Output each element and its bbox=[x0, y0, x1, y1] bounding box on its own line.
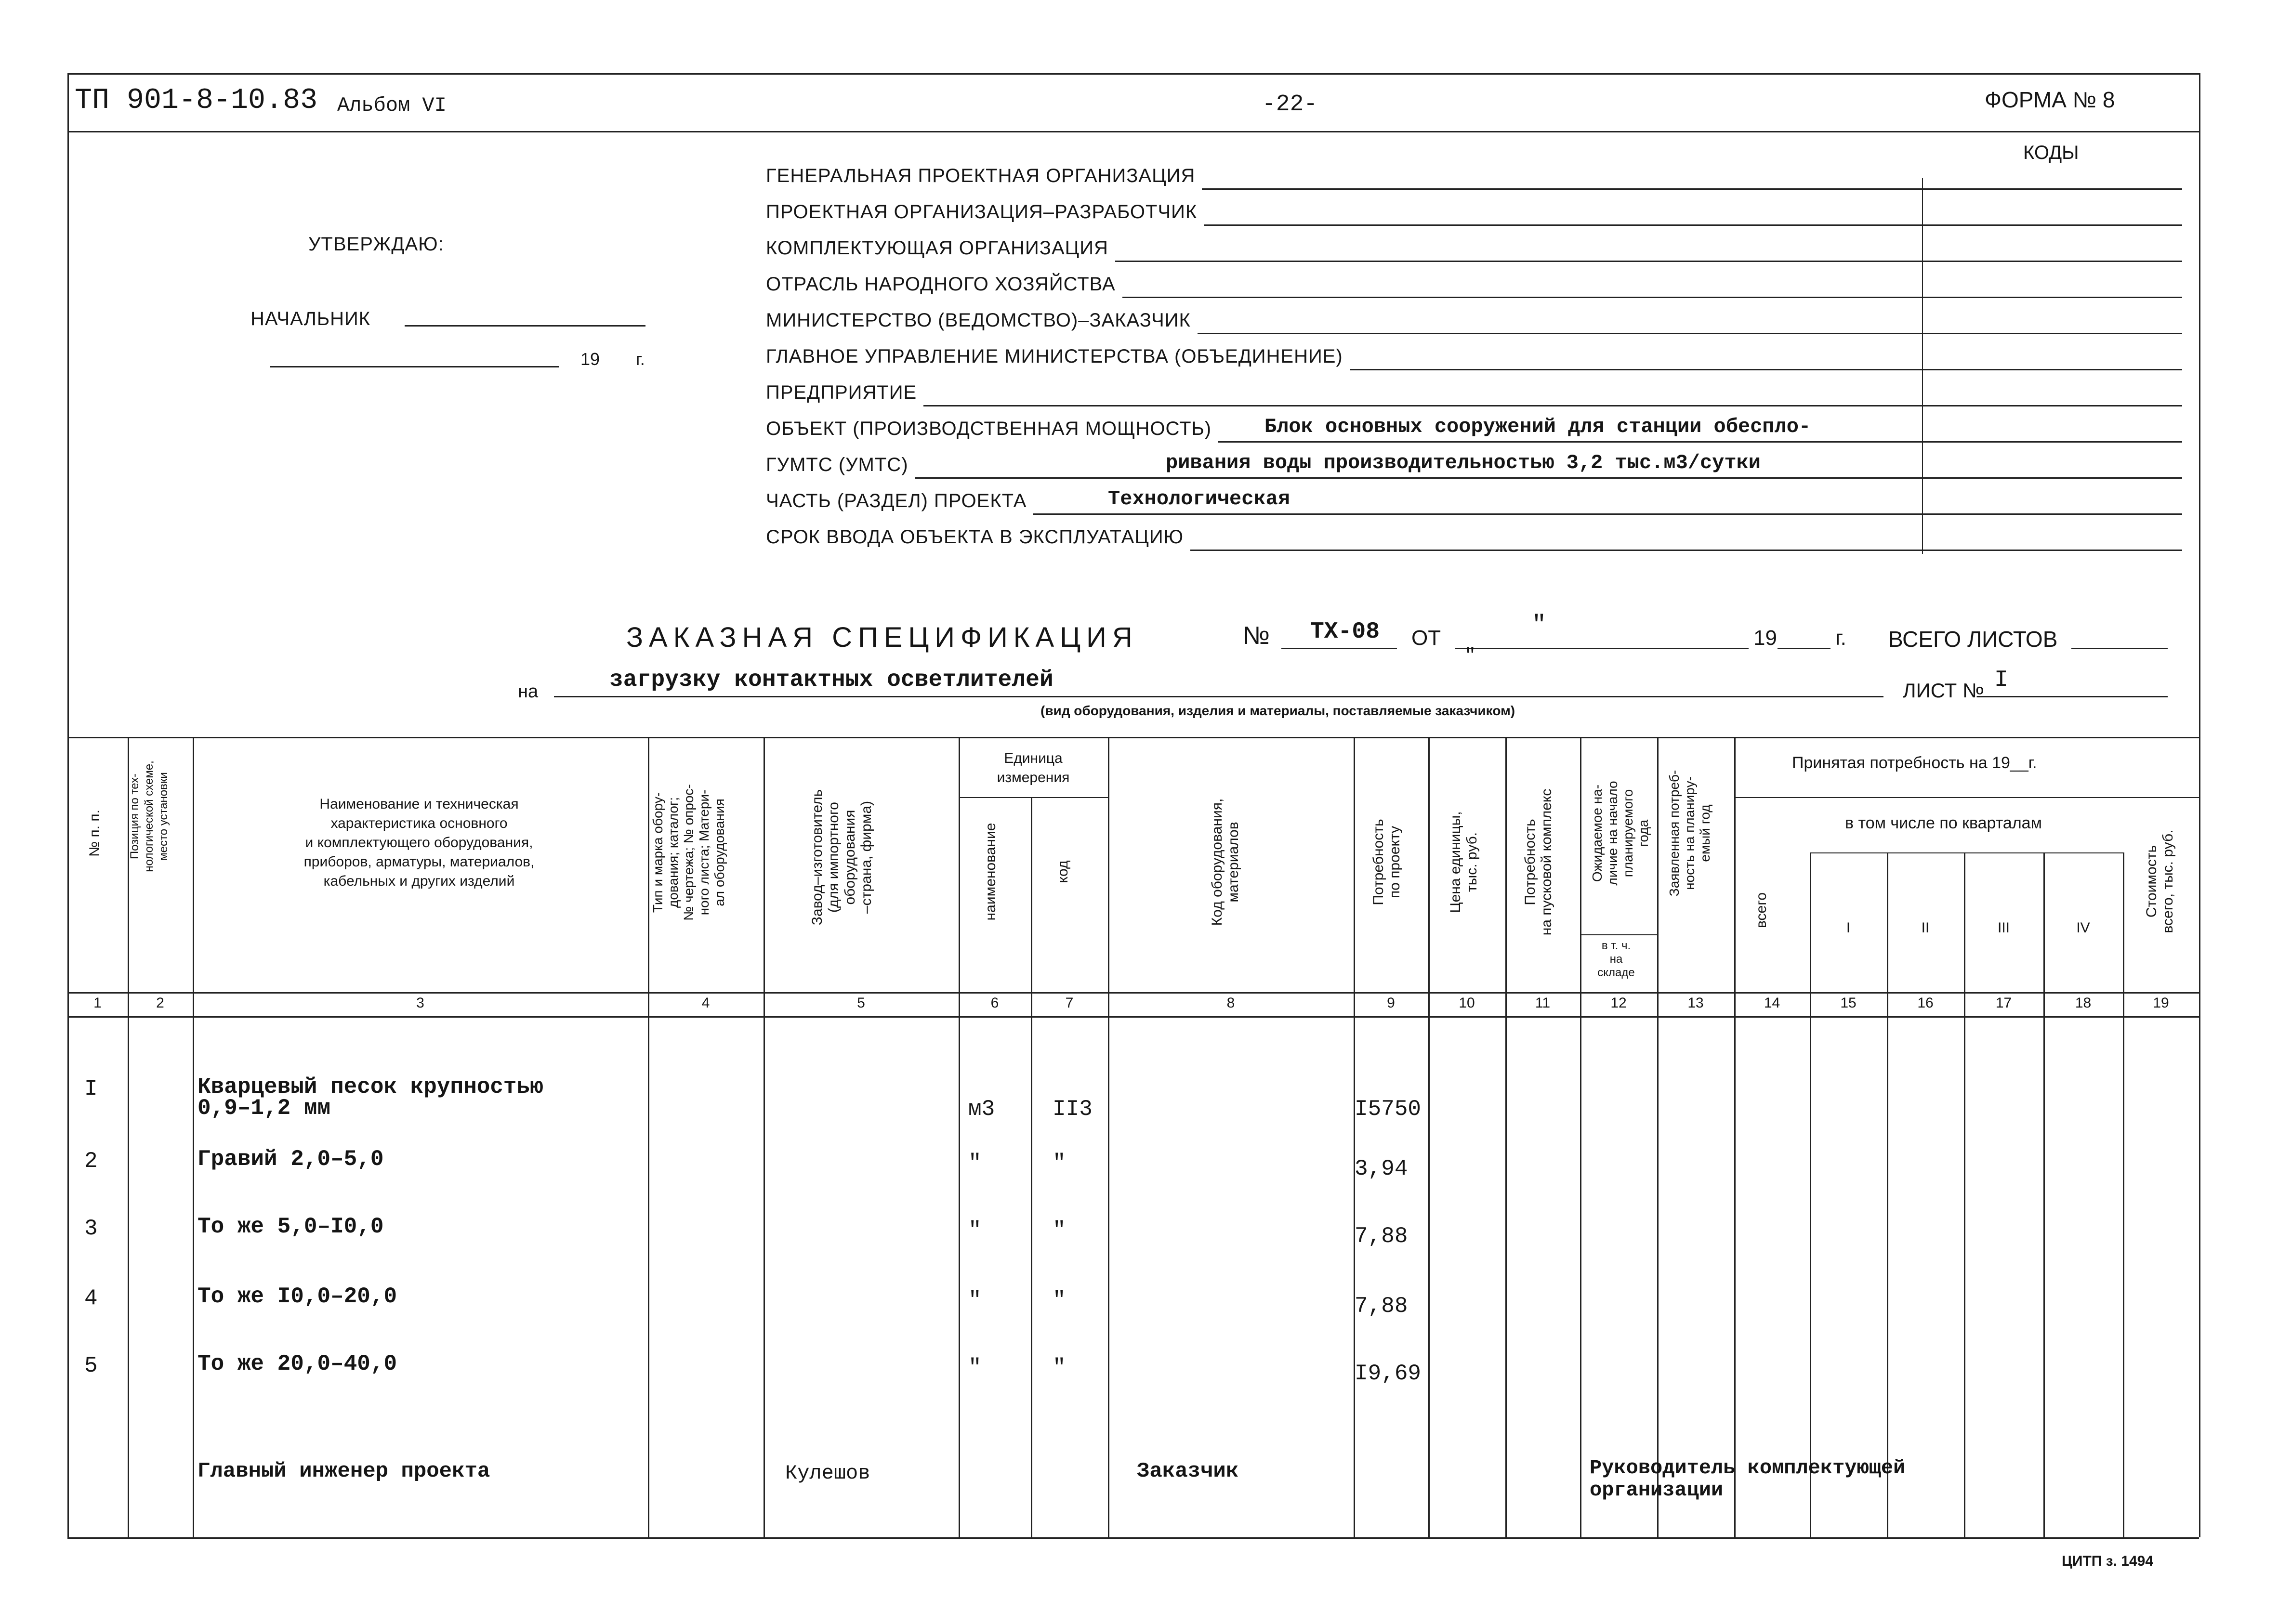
row-code: II3 bbox=[1053, 1097, 1093, 1122]
hdr-c19: Стоимость всего, тыс. руб. bbox=[2144, 829, 2176, 933]
org-field-line bbox=[1190, 550, 2182, 551]
org-field-line bbox=[915, 477, 2182, 479]
row-number: 5 bbox=[84, 1353, 98, 1378]
stock-subcell-line bbox=[1580, 934, 1657, 935]
org-field-label: ОТРАСЛЬ НАРОДНОГО ХОЗЯЙСТВА bbox=[766, 274, 1116, 295]
hdr-c8: Код оборудования, материалов bbox=[1209, 798, 1241, 926]
org-field-line bbox=[1198, 333, 2182, 334]
table-column-line bbox=[2123, 852, 2124, 1537]
row-name: То же 20,0–40,0 bbox=[198, 1351, 397, 1376]
table-column-line bbox=[1108, 737, 1109, 1537]
album-label: Альбом VI bbox=[337, 94, 447, 117]
row-unit: " bbox=[968, 1151, 982, 1176]
spec-from-label: ОТ bbox=[1411, 626, 1441, 650]
table-column-line bbox=[764, 737, 765, 1537]
column-number: 7 bbox=[1065, 995, 1074, 1011]
spec-year-label: 19 bbox=[1753, 626, 1777, 650]
row-code: " bbox=[1053, 1288, 1066, 1313]
row-code: " bbox=[1053, 1218, 1066, 1243]
hdr-accepted: Принятая потребность на 19__г. bbox=[1792, 754, 2037, 772]
frame-bottom bbox=[67, 1537, 2199, 1539]
codes-column-divider bbox=[1922, 178, 1923, 554]
table-column-line bbox=[1734, 737, 1736, 1537]
org-field-line bbox=[1033, 513, 2182, 515]
hdr-q2: II bbox=[1921, 920, 1930, 936]
row-need: 7,88 bbox=[1355, 1294, 1408, 1319]
row-name: Гравий 2,0–5,0 bbox=[198, 1147, 384, 1172]
row-need: 7,88 bbox=[1355, 1224, 1408, 1249]
total-sheets-line bbox=[2071, 648, 2168, 649]
column-number: 15 bbox=[1840, 995, 1857, 1011]
row-code: " bbox=[1053, 1355, 1066, 1380]
hdr-c1: № п. п. bbox=[87, 810, 103, 857]
chief-signature-line bbox=[405, 325, 645, 327]
unit-group-line bbox=[959, 797, 1108, 798]
org-field-line bbox=[923, 405, 2182, 406]
column-number: 12 bbox=[1610, 995, 1627, 1011]
sheet-no-label: ЛИСТ № bbox=[1903, 679, 1985, 702]
table-column-line bbox=[2043, 852, 2045, 1537]
hdr-c5: Завод–изготовитель (для импортного оборудования –страна, фирма) bbox=[809, 789, 874, 926]
hdr-unit-group: Единица измерения bbox=[997, 750, 1070, 786]
row-unit: " bbox=[968, 1355, 982, 1380]
spec-year-g: г. bbox=[1835, 626, 1846, 650]
org-field-label: ГУМТС (УМТС) bbox=[766, 454, 909, 475]
engineer-name: Кулешов bbox=[785, 1462, 870, 1485]
spec-number-line bbox=[1281, 648, 1397, 649]
frame-top-inner bbox=[67, 131, 2199, 132]
frame-right bbox=[2199, 73, 2200, 1537]
column-number: 8 bbox=[1226, 995, 1235, 1011]
hdr-c6: наименование bbox=[983, 823, 999, 921]
table-column-line bbox=[1810, 852, 1811, 1537]
quarters-group-line bbox=[1810, 852, 2123, 853]
column-numbers-top-line bbox=[67, 992, 2199, 994]
org-field-label: СРОК ВВОДА ОБЪЕКТА В ЭКСПЛУАТАЦИЮ bbox=[766, 526, 1184, 548]
hdr-q3: III bbox=[1997, 920, 2010, 936]
table-top-line bbox=[67, 737, 2199, 738]
column-number: 4 bbox=[701, 995, 710, 1011]
table-column-line bbox=[1031, 797, 1032, 1537]
row-code: " bbox=[1053, 1151, 1066, 1176]
row-number: I bbox=[84, 1076, 98, 1101]
row-number: 4 bbox=[84, 1286, 98, 1311]
org-field-line bbox=[1204, 224, 2182, 226]
column-number: 19 bbox=[2153, 995, 2169, 1011]
table-column-line bbox=[1887, 852, 1888, 1537]
table-column-line bbox=[1657, 737, 1659, 1537]
table-column-line bbox=[959, 737, 960, 1537]
hdr-c7: код bbox=[1055, 860, 1071, 883]
column-number: 3 bbox=[416, 995, 424, 1011]
hdr-c12b: в т. ч. на складе bbox=[1597, 939, 1635, 979]
chief-engineer-label: Главный инженер проекта bbox=[198, 1459, 490, 1483]
row-need: I5750 bbox=[1355, 1097, 1422, 1122]
row-need: I9,69 bbox=[1355, 1361, 1422, 1386]
table-column-line bbox=[1354, 737, 1355, 1537]
column-number: 18 bbox=[2075, 995, 2092, 1011]
org-field-label: ГЛАВНОЕ УПРАВЛЕНИЕ МИНИСТЕРСТВА (ОБЪЕДИНЕНИЕ) bbox=[766, 346, 1343, 367]
row-unit: " bbox=[968, 1288, 982, 1313]
total-sheets-label: ВСЕГО ЛИСТОВ bbox=[1888, 627, 2058, 652]
hdr-c3: Наименование и техническая характеристика основного и комплектующего оборудования, приборов, арматуры, материалов, кабельных и других изделий bbox=[303, 796, 535, 889]
org-field-value: ривания воды производительностью 3,2 тыс.м3/сутки bbox=[1166, 451, 1761, 474]
org-field-line bbox=[1202, 188, 2182, 190]
org-field-line bbox=[1218, 441, 2182, 443]
column-number: 13 bbox=[1687, 995, 1704, 1011]
column-number: 5 bbox=[857, 995, 865, 1011]
frame-left bbox=[67, 73, 69, 1537]
org-field-value: Технологическая bbox=[1108, 487, 1290, 511]
frame-top bbox=[67, 73, 2199, 75]
approval-year: 19 bbox=[580, 349, 600, 369]
spec-date-quote-1: " bbox=[1532, 612, 1547, 639]
row-unit: м3 bbox=[968, 1097, 995, 1122]
spec-number: ТХ-08 bbox=[1310, 619, 1380, 645]
org-field-label: ОБЪЕКТ (ПРОИЗВОДСТВЕННАЯ МОЩНОСТЬ) bbox=[766, 418, 1212, 439]
codes-label: КОДЫ bbox=[2023, 142, 2079, 163]
spec-date-quote-2: " bbox=[1464, 645, 1476, 667]
org-field-value: Блок основных сооружений для станции обеспло- bbox=[1264, 415, 1811, 438]
table-column-line bbox=[1580, 737, 1581, 1537]
spec-year-line bbox=[1778, 648, 1830, 649]
org-field-label: ГЕНЕРАЛЬНАЯ ПРОЕКТНАЯ ОРГАНИЗАЦИЯ bbox=[766, 165, 1196, 186]
org-field-label: ЧАСТЬ (РАЗДЕЛ) ПРОЕКТА bbox=[766, 490, 1027, 511]
hdr-c13: Заявленная потреб- ность на планиру- емый год bbox=[1667, 770, 1712, 897]
chief-label: НАЧАЛЬНИК bbox=[250, 308, 371, 329]
org-field-label: ПРЕДПРИЯТИЕ bbox=[766, 382, 917, 403]
form-label: ФОРМА № 8 bbox=[1985, 87, 2115, 112]
hdr-q4: IV bbox=[2076, 920, 2090, 936]
org-field-label: ПРОЕКТНАЯ ОРГАНИЗАЦИЯ–РАЗРАБОТЧИК bbox=[766, 201, 1198, 223]
customer-label: Заказчик bbox=[1137, 1459, 1239, 1483]
row-need: 3,94 bbox=[1355, 1156, 1408, 1181]
hdr-c9: Потребность по проекту bbox=[1370, 819, 1403, 905]
column-number: 11 bbox=[1535, 995, 1551, 1011]
sheet-no-line bbox=[1980, 696, 2168, 697]
approval-date-line bbox=[270, 366, 559, 367]
hdr-c12: Ожидаемое на- личие на начало планируемого года bbox=[1590, 781, 1651, 886]
column-number: 14 bbox=[1764, 995, 1780, 1011]
row-number: 3 bbox=[84, 1216, 98, 1241]
row-name: Кварцевый песок крупностью 0,9–1,2 мм bbox=[198, 1074, 543, 1121]
column-numbers-bottom-line bbox=[67, 1016, 2199, 1018]
spec-date-line bbox=[1455, 648, 1749, 649]
table-column-line bbox=[1964, 852, 1965, 1537]
spec-no-label: № bbox=[1243, 622, 1270, 650]
column-number: 10 bbox=[1459, 995, 1475, 1011]
column-number: 16 bbox=[1917, 995, 1934, 1011]
supplier-head-label: Руководитель комплектующей организации bbox=[1590, 1456, 1906, 1502]
hdr-c2: Позиция по тех- нологической схеме, место установки bbox=[128, 760, 170, 872]
subject-hint: (вид оборудования, изделия и материалы, поставляемые заказчиком) bbox=[1040, 703, 1515, 718]
table-column-line bbox=[648, 737, 649, 1537]
hdr-quarters: в том числе по кварталам bbox=[1845, 814, 2042, 832]
accepted-group-line bbox=[1734, 797, 2199, 798]
table-column-line bbox=[193, 737, 194, 1537]
subject-on-label: на bbox=[518, 681, 539, 702]
hdr-c10: Цена единицы, тыс. руб. bbox=[1448, 811, 1480, 913]
page-number: -22- bbox=[1262, 92, 1318, 118]
hdr-q1: I bbox=[1846, 920, 1851, 936]
spec-title: ЗАКАЗНАЯ СПЕЦИФИКАЦИЯ bbox=[626, 622, 1138, 653]
approve-label: УТВЕРЖДАЮ: bbox=[308, 234, 444, 255]
doc-code: ТП 901-8-10.83 bbox=[75, 84, 318, 117]
table-column-line bbox=[1505, 737, 1507, 1537]
hdr-c11: Потребность на пусковой комплекс bbox=[1522, 788, 1554, 936]
org-field-label: КОМПЛЕКТУЮЩАЯ ОРГАНИЗАЦИЯ bbox=[766, 237, 1108, 259]
spec-subject: загрузку контактных осветлителей bbox=[609, 667, 1053, 693]
approval-year-g: г. bbox=[636, 349, 645, 369]
hdr-c14: всего bbox=[1753, 892, 1769, 929]
footer-stamp: ЦИТП з. 1494 bbox=[2062, 1553, 2154, 1569]
org-field-line bbox=[1122, 297, 2182, 298]
column-number: 2 bbox=[156, 995, 164, 1011]
sheet-no-value: I bbox=[1994, 667, 2008, 693]
row-number: 2 bbox=[84, 1149, 98, 1174]
hdr-c4: Тип и марка обору- дования; каталог; № чертежа; № опрос- ного листа; Матери- ал оборудования bbox=[650, 784, 727, 921]
org-field-line bbox=[1115, 261, 2182, 262]
row-unit: " bbox=[968, 1218, 982, 1243]
table-column-line bbox=[1428, 737, 1430, 1537]
subject-line bbox=[554, 696, 1883, 697]
row-name: То же 5,0–I0,0 bbox=[198, 1214, 384, 1239]
column-number: 1 bbox=[93, 995, 102, 1011]
row-name: То же I0,0–20,0 bbox=[198, 1284, 397, 1309]
org-field-line bbox=[1350, 369, 2182, 370]
org-field-label: МИНИСТЕРСТВО (ВЕДОМСТВО)–ЗАКАЗЧИК bbox=[766, 310, 1191, 331]
column-number: 17 bbox=[1995, 995, 2012, 1011]
column-number: 6 bbox=[990, 995, 999, 1011]
column-number: 9 bbox=[1387, 995, 1395, 1011]
